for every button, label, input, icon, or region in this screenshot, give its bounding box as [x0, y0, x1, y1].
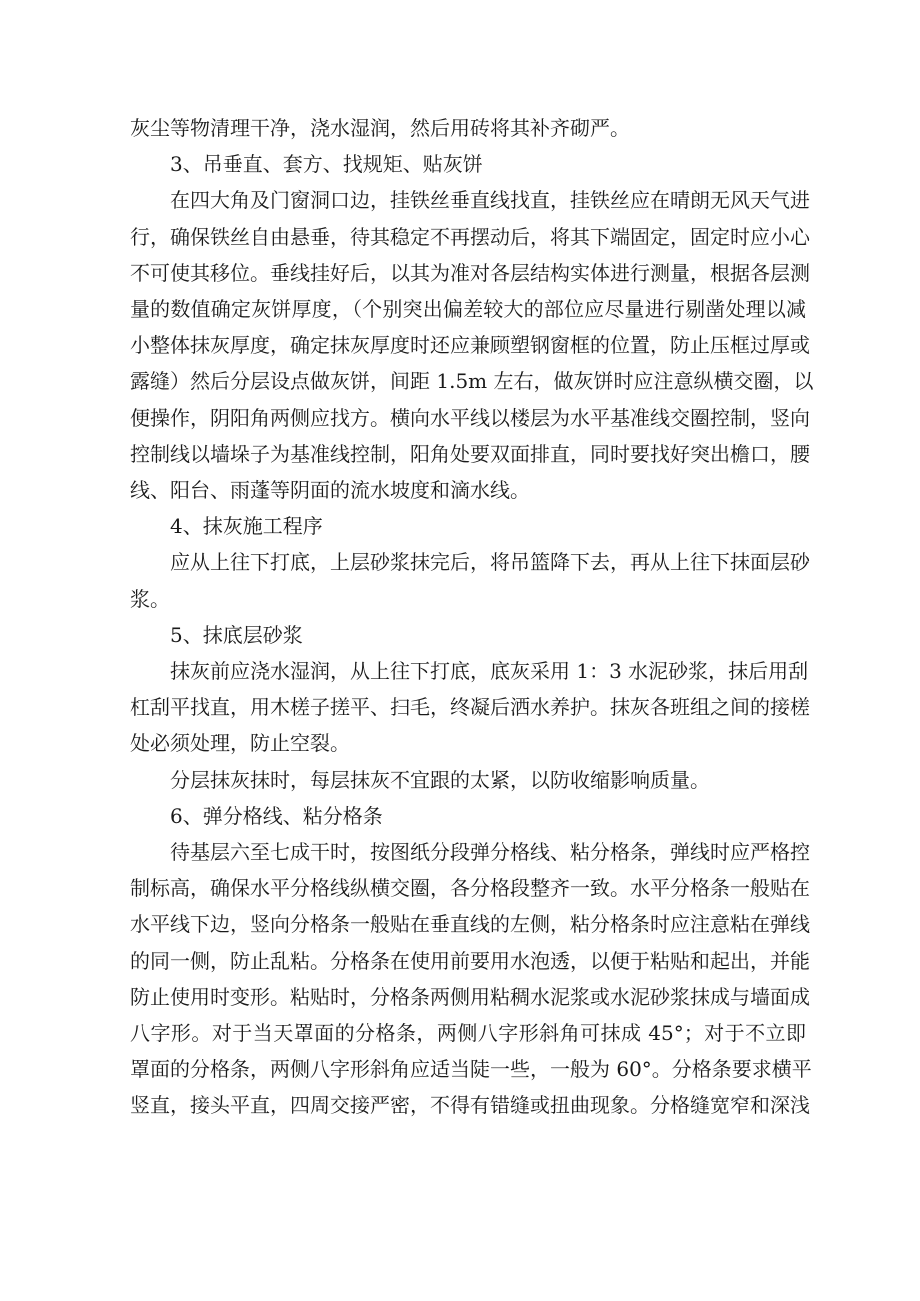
- text-line: 制标高，确保水平分格线纵横交圈，各分格段整齐一致。水平分格条一般贴在: [130, 876, 810, 900]
- text-line: 在四大角及门窗洞口边，挂铁丝垂直线找直，挂铁丝应在晴朗无风天气进: [170, 188, 810, 212]
- text-line: 控制线以墙垛子为基准线控制，阳角处要双面排直，同时要找好突出檐口，腰: [130, 442, 810, 466]
- text-line: 的同一侧，防止乱粘。分格条在使用前要用水泡透，以便于粘贴和起出，并能: [130, 949, 810, 973]
- text-line: 露缝）然后分层设点做灰饼，间距 1.5m 左右，做灰饼时应注意纵横交圈，以: [130, 369, 814, 393]
- section-heading-3: 3、吊垂直、套方、找规矩、贴灰饼: [170, 152, 483, 176]
- text-line: 防止使用时变形。粘贴时，分格条两侧用粘稠水泥浆或水泥砂浆抹成与墙面成: [130, 985, 810, 1009]
- text-line: 八字形。对于当天罩面的分格条，两侧八字形斜角可抹成 45°；对于不立即: [130, 1021, 806, 1045]
- text-line: 小整体抹灰厚度，确定抹灰厚度时还应兼顾塑钢窗框的位置，防止压框过厚或: [130, 333, 810, 357]
- text-line: 线、阳台、雨蓬等阴面的流水坡度和滴水线。: [130, 478, 530, 502]
- text-line: 分层抹灰抹时，每层抹灰不宜跟的太紧，以防收缩影响质量。: [170, 768, 710, 792]
- section-heading-5: 5、抹底层砂浆: [170, 623, 303, 647]
- text-line: 竖直，接头平直，四周交接严密，不得有错缝或扭曲现象。分格缝宽窄和深浅: [130, 1093, 810, 1117]
- text-line: 便操作，阴阳角两侧应找方。横向水平线以楼层为水平基准线交圈控制，竖向: [130, 406, 810, 430]
- text-line: 罩面的分格条，两侧八字形斜角应适当陡一些，一般为 60°。分格条要求横平: [130, 1057, 812, 1081]
- text-line: 灰尘等物清理干净，浇水湿润，然后用砖将其补齐砌严。: [130, 116, 630, 140]
- section-heading-6: 6、弹分格线、粘分格条: [170, 804, 383, 828]
- section-heading-4: 4、抹灰施工程序: [170, 514, 323, 538]
- text-line: 水平线下边，竖向分格条一般贴在垂直线的左侧，粘分格条时应注意粘在弹线: [130, 912, 810, 936]
- text-line: 行，确保铁丝自由悬垂，待其稳定不再摆动后，将其下端固定，固定时应小心: [130, 225, 810, 249]
- text-line: 待基层六至七成干时，按图纸分段弹分格线、粘分格条，弹线时应严格控: [170, 840, 810, 864]
- text-line: 浆。: [130, 587, 170, 611]
- text-line: 量的数值确定灰饼厚度，（个别突出偏差较大的部位应尽量进行剔凿处理以减: [130, 297, 806, 321]
- text-line: 处必须处理，防止空裂。: [130, 731, 350, 755]
- text-line: 杠刮平找直，用木槎子搓平、扫毛，终凝后洒水养护。抹灰各班组之间的接槎: [130, 695, 810, 719]
- text-line: 应从上往下打底，上层砂浆抹完后，将吊篮降下去，再从上往下抹面层砂: [170, 550, 810, 574]
- text-line: 不可使其移位。垂线挂好后，以其为准对各层结构实体进行测量，根据各层测: [130, 261, 810, 285]
- text-line: 抹灰前应浇水湿润，从上往下打底，底灰采用 1：3 水泥砂浆，抹后用刮: [170, 659, 809, 683]
